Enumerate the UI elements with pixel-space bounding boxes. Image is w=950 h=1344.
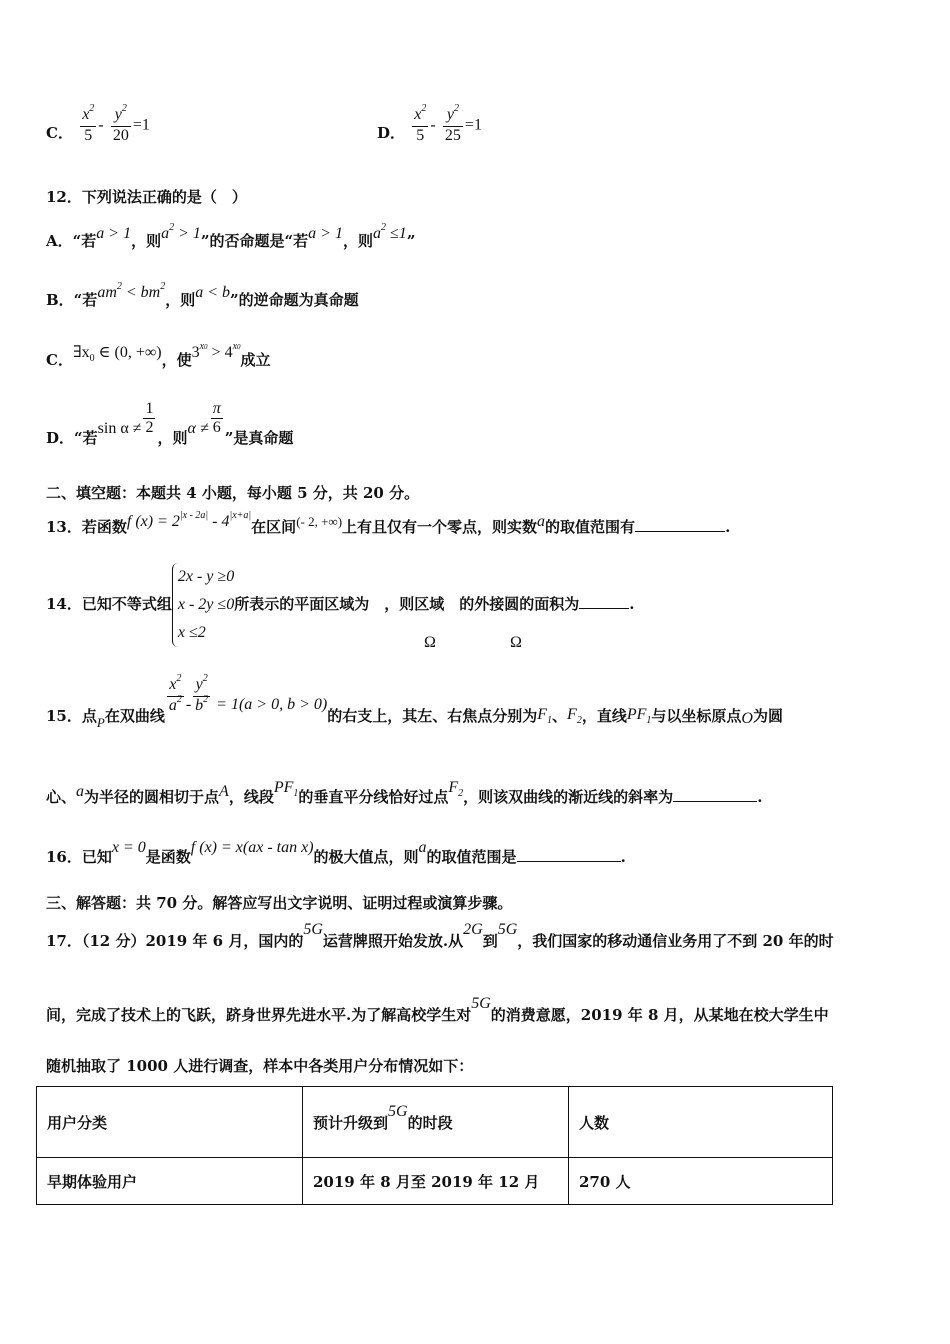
fraction: $\frac{y^2}{20}$ bbox=[112, 103, 129, 144]
table-cell: 270 人 bbox=[569, 1158, 833, 1205]
q17-line-3: 随机抽取了 1000 人进行调查，样本中各类用户分布情况如下： bbox=[46, 1057, 474, 1075]
table-header-row bbox=[37, 1087, 833, 1158]
q13: 13．若函数f $(x) = 2^{|x - 2a|} - 4^{|x+a|}$在区间(- 2, +∞)上有且仅有一个零点，则实数a的取值范围有 . bbox=[46, 510, 731, 536]
table-cell: 2019 年 8 月至 2019 年 12 月 bbox=[303, 1158, 569, 1205]
omega-symbol: Ω bbox=[510, 634, 522, 651]
q11-option-c: C． $\frac{x^2}{5}$ - $\frac{y^2}{20}$ =1 bbox=[46, 103, 150, 144]
answer-blank[interactable] bbox=[673, 789, 757, 802]
q12-option-b: B．“若$am^2 < bm^2$，则a < b”的逆命题为真命题 bbox=[46, 281, 359, 309]
answer-blank[interactable] bbox=[635, 519, 725, 532]
table-header-cell: 用户分类 bbox=[37, 1087, 303, 1158]
table-row bbox=[37, 1158, 833, 1205]
table-cell: 早期体验用户 bbox=[37, 1158, 303, 1205]
q12-option-c: C．$\exists x_0$ ∈ (0, +∞)，使$3^{x0} > 4^{x0}$成立 bbox=[46, 341, 271, 369]
fraction: $\frac{x^2}{5}$ bbox=[414, 103, 427, 144]
table-header-cell: 人数 bbox=[569, 1087, 833, 1158]
section-2-title: 二、填空题：本题共 4 小题，每小题 5 分，共 20 分。 bbox=[46, 484, 420, 502]
inequality-system: 2x - y ≥0 x - 2y ≤0 x ≤2 bbox=[172, 563, 234, 647]
q12-stem: 12．下列说法正确的是（ ） bbox=[46, 188, 247, 206]
q16: 16．已知x = 0是函数f (x) = x(ax - tan x)的极大值点，则a的取值范围是 . bbox=[46, 839, 626, 866]
fraction: $\frac{x^2}{5}$ bbox=[82, 103, 95, 144]
answer-blank[interactable] bbox=[579, 596, 629, 609]
q12-option-a: A．“若a > 1，则$a^2 > 1$”的否命题是“若a > 1，则$a^2 \le 1$” bbox=[46, 222, 416, 250]
answer-blank[interactable] bbox=[517, 849, 621, 862]
q17-line-2: 间，完成了技术上的飞跃，跻身世界先进水平.为了解高校学生对5G的消费意愿，2019 年 8 月，从某地在校大学生中 bbox=[46, 995, 829, 1024]
table-header-cell: 预计升级到5G的时段 bbox=[303, 1087, 569, 1158]
omega-symbol: Ω bbox=[424, 634, 436, 651]
q12-option-d: D．“若sin α ≠ $\frac{1}{2}$ ，则α ≠ $\frac{\pi}{6}$ ”是真命题 bbox=[46, 400, 294, 447]
q15-line-1: 15．点P在双曲线 $\frac{x^2}{a^2}$ - $\frac{y^2}{b^2}$ = 1(a > 0, b > 0)的右支上，其左、右焦点分别为$F_1$、$F_2$，直线$PF_1$与以坐标原点O为圆 bbox=[46, 673, 783, 730]
q14: 14．已知不等式组 2x - y ≥0 x - 2y ≤0 x ≤2 所表示的平面区域为 ，则区域 的外接圆的面积为 . bbox=[46, 563, 634, 647]
q11-option-d: D． $\frac{x^2}{5}$ - $\frac{y^2}{25}$ =1 bbox=[377, 103, 482, 144]
fraction: $\frac{y^2}{25}$ bbox=[444, 103, 461, 144]
section-3-title: 三、解答题：共 70 分。解答应写出文字说明、证明过程或演算步骤。 bbox=[46, 894, 513, 912]
q17-line-1: 17．（12 分）2019 年 6 月，国内的5G运营牌照开始发放.从2G到5G，我们国家的移动通信业务用了不到 20 年的时 bbox=[46, 921, 834, 950]
user-distribution-table bbox=[36, 1086, 833, 1205]
q15-line-2: 心、a为半径的圆相切于点A，线段$PF_1$的垂直平分线恰好过点$F_2$，则该双曲线的渐近线的斜率为 . bbox=[46, 779, 763, 806]
